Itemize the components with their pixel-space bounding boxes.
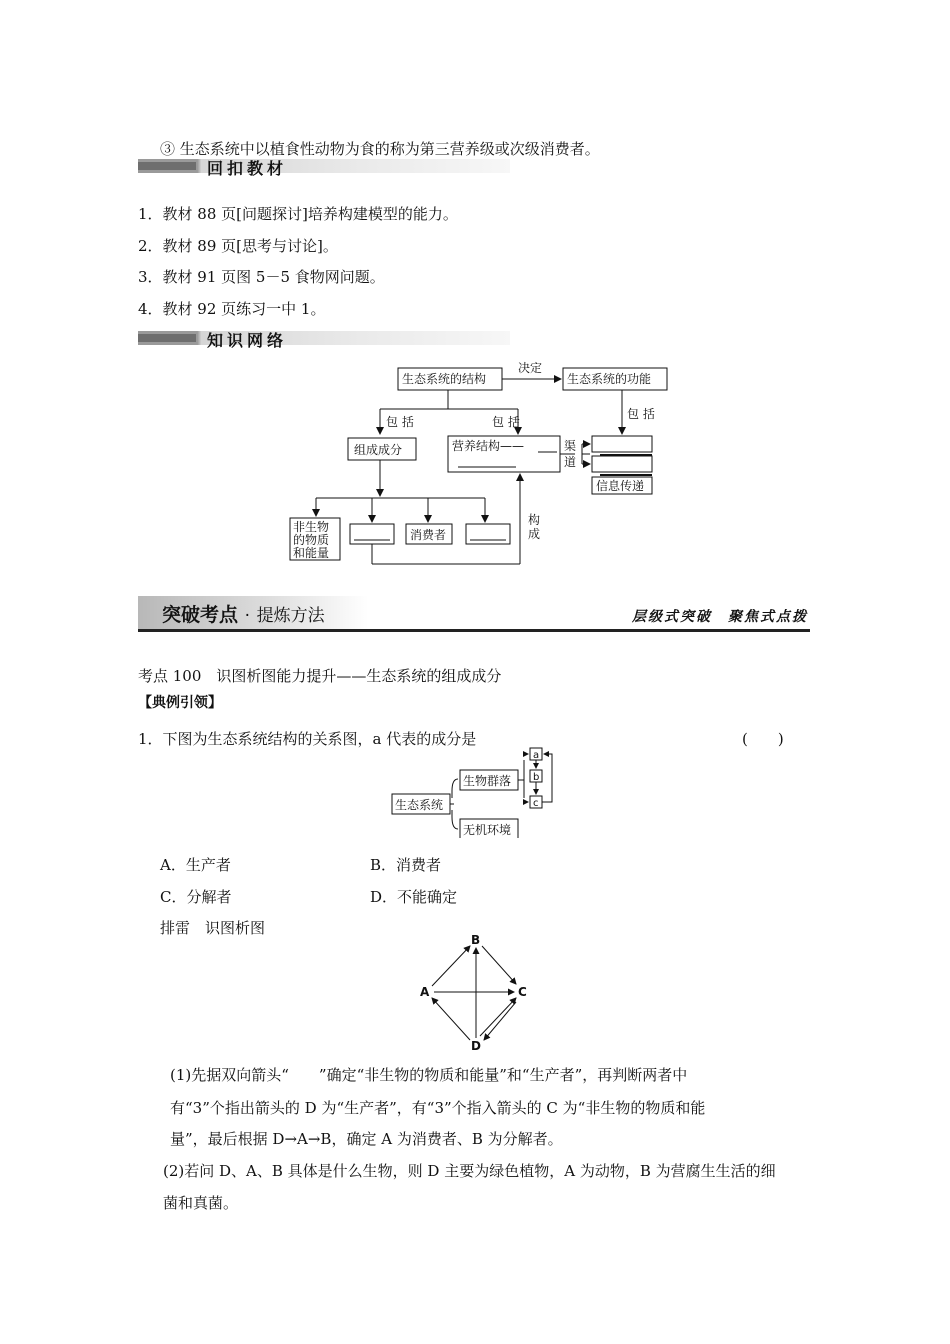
option-c: C．分解者	[160, 888, 232, 906]
label-env: 无机环境	[463, 823, 512, 837]
label-trophic: 营养结构——	[452, 439, 525, 453]
blank-box-1	[592, 436, 652, 452]
label-abiotic-2: 的物质	[293, 533, 330, 547]
explain-1-line-1: (1)先据双向箭头“ ”确定“非生物的物质和能量”和“生产者”，再判断两者中	[170, 1066, 688, 1084]
label-D: D	[471, 1039, 481, 1052]
option-b: B．消费者	[370, 856, 442, 874]
list-item: 2．教材 89 页[思考与讨论]。	[138, 237, 338, 255]
question-figure	[388, 746, 560, 838]
banner-dot: ·	[244, 606, 251, 626]
blank-box-2	[592, 456, 652, 472]
option-d: D．不能确定	[370, 888, 458, 906]
label-community: 生物群落	[463, 774, 512, 788]
label-abiotic-1: 非生物	[293, 520, 330, 534]
label-b: b	[533, 772, 540, 783]
top-text-line: ③ 生态系统中以植食性动物为食的称为第三营养级或次级消费者。	[160, 140, 600, 158]
label-include-1: 包 括	[386, 415, 414, 429]
dianli-heading: 【典例引领】	[138, 695, 222, 711]
list-item: 3．教材 91 页图 5－5 食物网问题。	[138, 268, 385, 286]
label-channel-2: 道	[564, 455, 577, 469]
section-bar-huikou	[138, 159, 510, 173]
banner-subtitle: 提炼方法	[256, 606, 325, 626]
label-a: a	[533, 750, 540, 761]
label-channel-1: 渠	[564, 439, 577, 453]
label-B: B	[471, 933, 481, 947]
label-constitute-2: 成	[528, 527, 541, 541]
blank-box-decomposer	[466, 524, 510, 544]
label-components: 组成成分	[354, 443, 403, 457]
label-constitute-1: 构	[528, 513, 541, 527]
explain-2-line-2: 菌和真菌。	[163, 1194, 239, 1212]
banner-right: 层级式突破 聚焦式点拨	[632, 609, 808, 625]
question-stem: 1．下图为生态系统结构的关系图，a 代表的成分是	[138, 730, 477, 748]
explain-1-line-2: 有“3”个指出箭头的 D 为“生产者”，有“3”个指入箭头的 C 为“非生物的物质和能	[170, 1099, 706, 1117]
label-include-3: 包 括	[627, 407, 655, 421]
abcd-diagram	[416, 932, 534, 1052]
label-function: 生态系统的功能	[567, 372, 652, 386]
section-bar-network	[138, 331, 510, 345]
label-decides: 决定	[518, 361, 543, 375]
explain-1-line-3: 量”，最后根据 D→A→B，确定 A 为消费者、B 为分解者。	[170, 1130, 563, 1148]
label-include-2: 包 括	[492, 415, 520, 429]
list-item: 1．教材 88 页[问题探讨]培养构建模型的能力。	[138, 205, 458, 223]
label-C: C	[518, 985, 527, 999]
pailei-heading: 排雷 识图析图	[160, 919, 266, 937]
section-title-huikou: 回扣教材	[207, 159, 288, 178]
banner-title: 突破考点	[162, 604, 239, 626]
label-c: c	[533, 798, 539, 809]
kaodian-heading: 考点 100 识图析图能力提升——生态系统的组成成分	[138, 667, 502, 685]
label-A: A	[420, 985, 430, 999]
blank-box-producer	[350, 524, 394, 544]
explain-2-line-1: (2)若问 D、A、B 具体是什么生物，则 D 主要为绿色植物，A 为动物，B 为营腐生生活的细	[163, 1162, 776, 1180]
label-abiotic-3: 和能量	[293, 546, 330, 560]
list-item: 4．教材 92 页练习一中 1。	[138, 300, 326, 318]
section-banner	[138, 596, 810, 632]
knowledge-network-diagram	[280, 356, 680, 574]
label-consumer: 消费者	[410, 528, 447, 542]
label-structure: 生态系统的结构	[402, 372, 487, 386]
label-info: 信息传递	[596, 479, 645, 493]
answer-paren: ( )	[742, 730, 784, 748]
option-a: A．生产者	[160, 856, 231, 874]
section-title-network: 知识网络	[207, 331, 288, 350]
label-system: 生态系统	[395, 798, 444, 812]
